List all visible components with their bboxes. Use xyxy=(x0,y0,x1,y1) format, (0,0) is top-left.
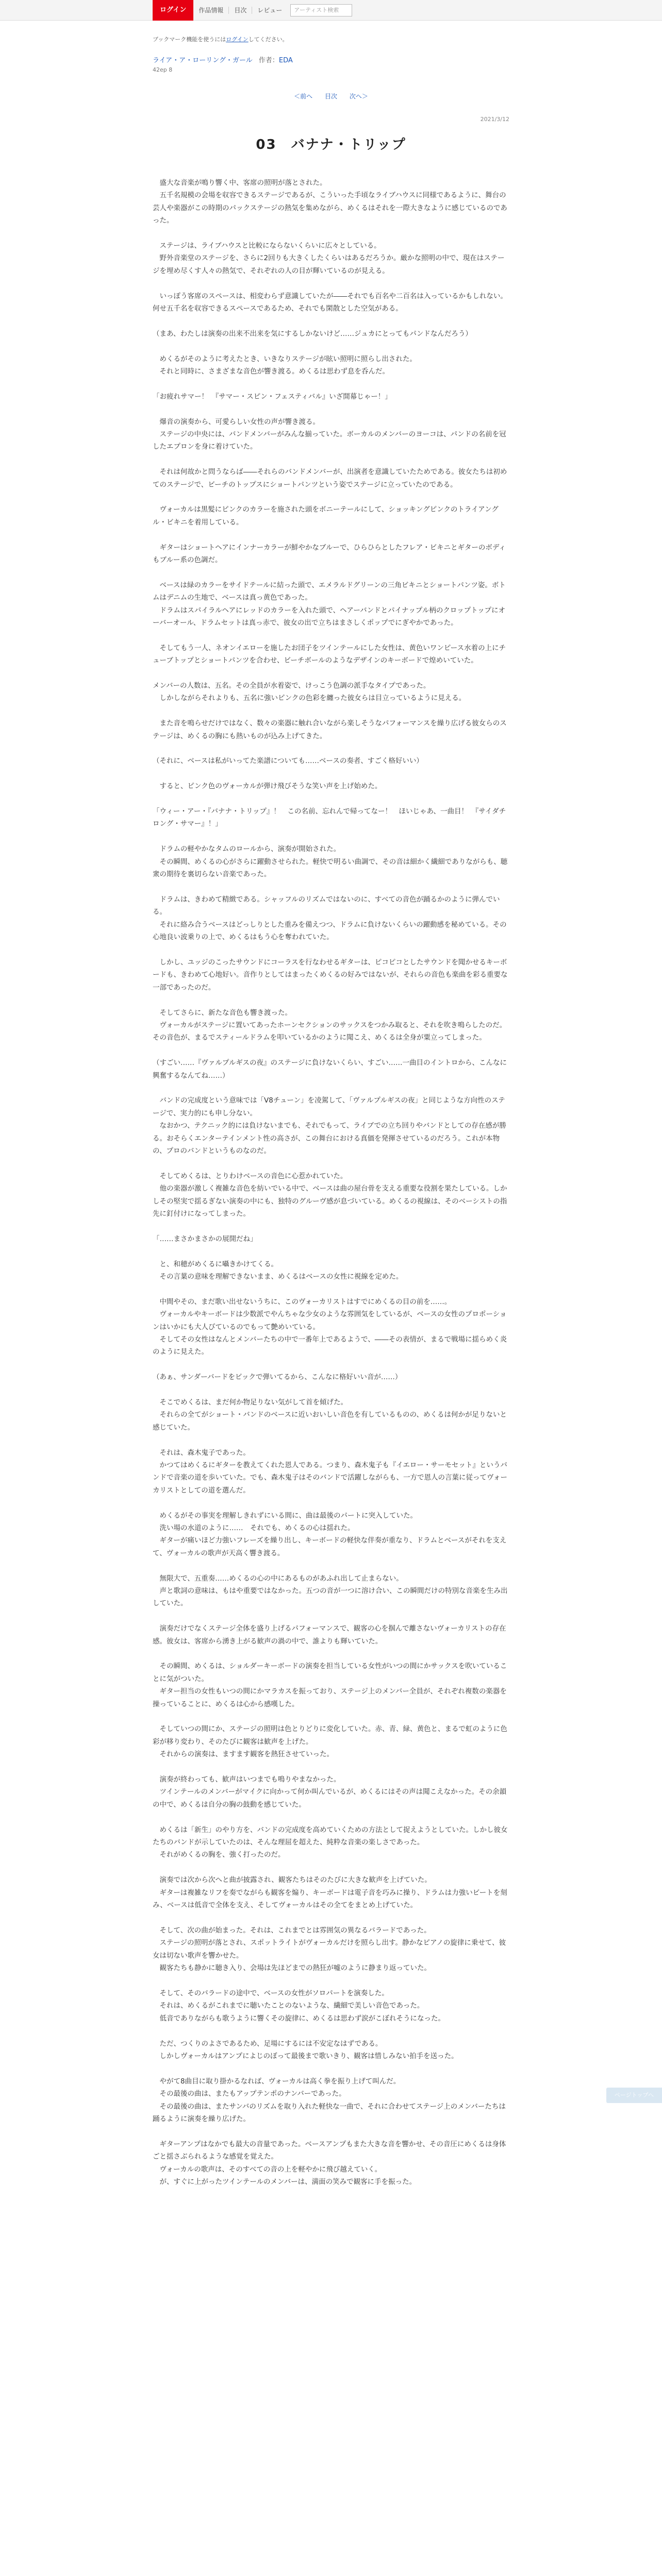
body-paragraph xyxy=(153,529,509,541)
body-paragraph xyxy=(153,768,509,780)
body-paragraph xyxy=(153,1975,509,1987)
body-paragraph xyxy=(153,1044,509,1057)
body-paragraph xyxy=(153,831,509,843)
body-paragraph: 野外音楽堂のステージを、さらに2回りも大きくしたくらいはあるだろうか。厳かな照明の中で、現在はステージを埋め尽くす人々の熱気で、それぞれの人の目が輝いているのが見える。 xyxy=(153,254,505,275)
body-paragraph: ステージは、ライブハウスと比較にならないくらいに広々としている。 xyxy=(153,242,381,250)
author-link[interactable]: EDA xyxy=(278,57,293,64)
body-paragraph xyxy=(153,629,509,641)
body-paragraph: しかし、ユッジのこったサウンドにコーラスを行なわせるギターは、ピコピコとしたサウンドを聞かせるキーボードも、きわめて心地好い。音作りとしてはまったくめくるの好みではないが、それらの音色も楽曲を彩る重要な一部であったのだ。 xyxy=(153,958,508,992)
body-paragraph: その瞬間、めくるは、ショルダーキーボードの演奏を担当している女性がいつの間にかサックスを吹いていることに気がついた。 xyxy=(153,1662,507,1683)
body-paragraph: 声と歌詞の意味は、もはや重要ではなかった。五つの音が一つに溶け合い、この瞬間だけの特別な音楽を生み出していた。 xyxy=(153,1587,508,1608)
body-paragraph: ギターアンプはなかでも最大の音量であった。ベースアンプもまた大きな音を響かせ、その音圧にめくるは身体ごと揺さぶられるような感覚を覚えた。 xyxy=(153,2140,506,2161)
body-paragraph xyxy=(153,880,509,893)
episode-body xyxy=(153,177,509,2188)
body-paragraph: めくるがそのように考えたとき、いきなりステージが眩い照明に照らし出された。 xyxy=(153,354,417,363)
body-paragraph xyxy=(153,2062,509,2075)
body-paragraph: が、すぐに上がったツインテールのメンバーは、満面の笑みで観客に手を振った。 xyxy=(153,2177,417,2186)
body-paragraph xyxy=(153,1648,509,1660)
body-paragraph: ツインテールのメンバーがマイクに向かって何か叫んでいるが、めくるにはその声は聞こえなかった。その余韻の中で、めくるは自分の胸の鼓動を感じていた。 xyxy=(153,1788,507,1809)
body-paragraph xyxy=(153,1384,509,1396)
body-paragraph: ステージの照明が落とされ、スポットライトがヴォーカルだけを照らし出す。静かなピアノの旋律に乗せて、彼女は切ない歌声を響かせた。 xyxy=(153,1939,506,1960)
body-paragraph: その言葉の意味を理解できないまま、めくるはベースの女性に視線を定めた。 xyxy=(153,1272,403,1281)
body-paragraph: その最後の曲は、またサンバのリズムを取り入れた軽快な一曲で、それに合わせてステージ上のメンバーたちは踊るように演奏を繰り広げた。 xyxy=(153,2102,506,2123)
body-paragraph: 洗い場の水道のように…… それでも、めくるの心は揺れた。 xyxy=(153,1524,355,1532)
body-paragraph: 「……まさかまさかの展開だね」 xyxy=(153,1234,257,1243)
body-paragraph xyxy=(153,566,509,579)
body-paragraph: メンバーの人数は、五名。その全員が水着姿で、けっこう色調の派手なタイプであった。 xyxy=(153,682,431,690)
body-paragraph: そしていつの間にか、ステージの照明は色とりどりに変化していた。赤、青、緑、黄色と、まるで虹のように色彩が移り変わり、そのたびに観客は歓声を上げた。 xyxy=(153,1725,507,1746)
body-paragraph: （それに、ベースは私がいってた楽譜についても……ベースの奏者、すごく格好いい） xyxy=(153,757,423,766)
body-paragraph: 五千名規模の会場を収容できるステージであるが、こういった手頃なライブハウスに同様であるように、舞台の芸人や楽器がこの時期のパックステージの熱気を集めながら、めくるはそれを一際大きなように感じているのであった。 xyxy=(153,191,507,225)
body-paragraph xyxy=(153,2025,509,2037)
body-paragraph xyxy=(153,277,509,290)
episode-title: 03 バナナ・トリップ xyxy=(256,137,406,152)
author-label: 作者： xyxy=(258,57,279,64)
body-paragraph: いっぽう客席のスペースは、相変わらず意識していたが――それでも百名や二百名は入っているかもしれない。何せ五千名を収容できるスペースであるため、それでも閑散とした空気がある。 xyxy=(153,292,507,313)
body-paragraph xyxy=(153,453,509,466)
login-button[interactable]: ログイン xyxy=(153,0,193,21)
body-paragraph: 演奏では次から次へと曲が披露され、観客たちはそのたびに大きな歓声を上げていた。 xyxy=(153,1876,432,1885)
body-paragraph xyxy=(153,1283,509,1295)
nav-link-toc[interactable]: 目次 xyxy=(229,7,252,14)
body-paragraph xyxy=(153,1497,509,1509)
body-paragraph: めくるは「新生」のやり方を、バンドの完成度を高めていくための方法として捉えようとしていた。しかし彼女たちのバンドが示していたのは、そんな理屈を超えた、純粋な音楽の楽しさであった。 xyxy=(153,1825,508,1847)
body-paragraph: ドラムはスパイラルヘアにレッドのカラーを入れた頭で、ヘアーバンドとパイナップル柄のクロップトップにオーバーオール、ドラムセットは真っ赤で、彼女の出で立ちはまさしくポップでにぎやかであった。 xyxy=(153,606,506,628)
body-paragraph xyxy=(153,742,509,755)
body-paragraph xyxy=(153,1710,509,1723)
body-paragraph xyxy=(153,1220,509,1232)
body-paragraph xyxy=(153,1911,509,1924)
body-paragraph: それらの全てがショート・バンドのベースに近いおいしい音色を有しているものの、めくるは何かが足りないと感じていた。 xyxy=(153,1411,507,1432)
body-paragraph xyxy=(153,1811,509,1823)
body-paragraph: ギターが痛いほど力強いフレーズを繰り出し、キーボードの軽快な伴奏が重なり、ドラムとベースがそれを支えて、ヴォーカルの歌声が天高く響き渡る。 xyxy=(153,1536,507,1557)
novel-info xyxy=(153,55,509,64)
body-paragraph xyxy=(153,667,509,680)
body-paragraph: ドラムの軽やかなタムのロールから、演奏が開始された。 xyxy=(153,845,341,854)
body-paragraph: それは、森木鬼子であった。 xyxy=(153,1448,250,1457)
body-paragraph: ヴォーカルやキーボードは少数派でやんちゃな少女のような雰囲気をしているが、ベースの女性のプロポーションはいかにも大人びているのでもって艶めいている。 xyxy=(153,1310,507,1331)
body-paragraph: 無限大で、五重奏……めくるの心の中にあるものがあふれ出して止まらない。 xyxy=(153,1574,403,1583)
body-paragraph: それは何故かと問うならば――それらのバンドメンバーが、出演者を意識していたためである。彼女たちは初めてのステージで、ビーチのトップスにショートパンツという姿でステージに立っていたのである。 xyxy=(153,468,507,489)
body-paragraph: ドラムは、きわめて精緻である。シャッフルのリズムではないのに、すべての音色が踊るかのように弾んでいる。 xyxy=(153,895,500,917)
body-paragraph: しかしヴォーカルはアンプによじのぼって最後まで歌いきり、観客は惜しみない拍手を送った。 xyxy=(153,2052,458,2060)
body-paragraph: 観客たちも静かに聴き入り、会場は先ほどまでの熱狂が嘘のように静まり返っていた。 xyxy=(153,1964,431,1973)
body-paragraph xyxy=(153,2125,509,2138)
body-paragraph: 「ウィー・アー・『バナナ・トリップ』！ この名前、忘れんで帰ってなー！ ほいじゃあ、一曲目！ 『サイダチロング・サマー』！」 xyxy=(153,807,506,828)
body-paragraph: 他の楽器が激しく複雑な音色を紡いでいる中で、ベースは曲の屋台骨を支える重要な役割を果たしている。しかしその堅実で揺るぎない演奏の中にも、独特のグルーヴ感が息づいている。めくるの視線は、そのベーシストの指先に釘付けになってしまった。 xyxy=(153,1184,507,1218)
notice-prefix: ブックマーク機能を使うには xyxy=(153,36,226,43)
body-paragraph xyxy=(153,340,509,352)
body-paragraph: その瞬間、めくるの心がさらに躍動させられた。軽快で明るい曲調で、その音は細かく繊細でありながらも、聴衆の期待を裏切らない音楽であった。 xyxy=(153,857,508,879)
body-paragraph xyxy=(153,491,509,503)
main-content xyxy=(153,35,509,2188)
body-paragraph: それは、めくるがこれまでに聴いたことのないような、繊細で美しい音色であった。 xyxy=(153,2002,424,2010)
top-navigation-bar xyxy=(0,0,662,21)
body-paragraph xyxy=(153,1560,509,1572)
nav-link-review[interactable]: レビュー xyxy=(257,6,283,14)
search-input[interactable]: アーティスト検索 xyxy=(290,4,352,16)
body-paragraph xyxy=(153,378,509,390)
body-paragraph xyxy=(153,1245,509,1258)
body-paragraph: それがめくるの胸を、強く打ったのだ。 xyxy=(153,1851,285,1859)
notice-login-link[interactable]: ログイン xyxy=(226,36,249,43)
toc-link[interactable]: 目次 xyxy=(324,93,337,100)
body-paragraph: 低音でありながらも歌うように響くその旋律に、めくるは思わず涙がこぼれそうになった。 xyxy=(153,2014,445,2023)
publish-date: 2021/3/12 xyxy=(480,116,509,123)
body-paragraph: そしてその女性はなんとメンバーたちの中で一番年上であるようで、――その表情が、まるで戦場に揺らめく炎のように見えた。 xyxy=(153,1335,507,1357)
body-paragraph: （すごい……『ヴァルプルギスの夜』のステージに負けないくらい、すごい……一曲目のイントロから、こんなに興奮するなんてね……） xyxy=(153,1059,507,1080)
body-paragraph: また音を鳴らせだけではなく、数々の楽器に触れ合いながら楽しそうなパフォーマンスを繰り広げる彼女らのステージは、めくるの胸にも熱いものが込み上げてきた。 xyxy=(153,719,507,740)
prev-link[interactable]: ＜前へ xyxy=(294,93,313,100)
body-paragraph: そしてもう一人、ネオンイエローを施したお団子をツインテールにした女性は、黄色いワンピース水着の上にチューブトップとショートパンツを合わせ、ビーチボールのようなデザインのキーボードで煌めいていた。 xyxy=(153,643,506,665)
body-paragraph xyxy=(153,793,509,805)
next-link[interactable]: 次へ＞ xyxy=(349,93,368,100)
body-paragraph: ヴォーカルは黒髪にピンクのカラーを施された頭をボニーテールにして、ショッキングピンクのトライアングル・ビキニを着用している。 xyxy=(153,505,499,527)
body-paragraph: かつてはめくるにギターを教えてくれた恩人である。つまり、森木鬼子も『イエロー・サーモセット』というバンドで音楽の道を歩いていた。でも、森木鬼子はそのバンドで活躍しながらも、一方で恩人の言葉に従ってヴォーカリストとしての道を選んだ。 xyxy=(153,1461,507,1495)
body-paragraph xyxy=(153,1359,509,1371)
body-paragraph xyxy=(153,1434,509,1446)
body-paragraph: そして、次の曲が始まった。それは、これまでとは雰囲気の異なるバラードであった。 xyxy=(153,1926,431,1935)
body-paragraph xyxy=(153,1761,509,1773)
body-paragraph: （あぁ、サンダーバードをビックで弾いてるから、こんなに格好いい音が……） xyxy=(153,1373,402,1382)
body-paragraph: めくるがその事実を理解しきれずにいる間に、曲は最後のパートに突入していた。 xyxy=(153,1511,417,1520)
body-paragraph xyxy=(153,315,509,327)
body-paragraph xyxy=(153,944,509,956)
body-paragraph: 盛大な音楽が鳴り響く中、客席の照明が落とされた。 xyxy=(153,179,327,187)
body-paragraph xyxy=(153,1610,509,1622)
novel-title-link[interactable]: ライア・ア・ローリング・ガール xyxy=(153,57,253,64)
body-paragraph: ただ、つくりのよさであるため、足場にするには不安定なはずである。 xyxy=(153,2039,383,2048)
body-paragraph xyxy=(153,1861,509,1874)
body-paragraph: ギターはショートヘアにインナーカラーが鮮やかなブルーで、ひらひらとしたフレア・ビキニとギターのボディもブルー系の色調だ。 xyxy=(153,543,506,565)
body-paragraph: そしてめくるは、とりわけベースの音色に心惹かれていた。 xyxy=(153,1172,347,1180)
body-paragraph: ギターは複雑なリフを奏でながらも観客を煽り、キーボードは電子音を巧みに操り、ドラムは力強いビートを刻み、ベースは低音で全体を支え、そしてヴォーカルはその全てをまとめ上げていた。 xyxy=(153,1888,507,1910)
body-paragraph: そこでめくるは、まだ何か物足りない気がして首を傾げた。 xyxy=(153,1398,347,1406)
body-paragraph: 「お疲れサマー！ 『サマー・スピン・フェスティバル』いざ開幕じゃー！」 xyxy=(153,392,392,401)
page-top-button[interactable]: ページトップへ xyxy=(606,2088,662,2103)
body-paragraph: そしてさらに、新たな音色も響き渡った。 xyxy=(153,1008,292,1017)
body-paragraph xyxy=(153,994,509,1006)
notice-suffix: してください。 xyxy=(248,36,288,43)
body-paragraph: なおかつ、テクニック的には負けないまでも、それでもって、ライブでの立ち回りやバンドとしての存在感が勝る。おそらくエンターテインメント性の高さが、この舞台における真価を発揮させているのだろう。これが本物の、プロのバンドというものなのだ。 xyxy=(153,1122,506,1155)
body-paragraph: やがて8曲目に取り掛かるなれば、ヴォーカルは高く拳を振り上げて叫んだ。 xyxy=(153,2077,401,2086)
body-paragraph: その最後の曲は、またもアップテンポのナンバーであった。 xyxy=(153,2090,346,2098)
body-paragraph: と、和穂がめくるに囁きかけてくる。 xyxy=(153,1260,278,1268)
body-paragraph xyxy=(153,1082,509,1094)
body-paragraph: バンドの完成度という意味では「V8チューン」を凌駕して、「ヴァルプルギスの夜」と同じような方向性のステージで、実力的にも申し分ない。 xyxy=(153,1096,505,1117)
body-paragraph: そして、そのバラードの途中で、ベースの女性がソロパートを演奏した。 xyxy=(153,1989,389,1997)
body-paragraph xyxy=(153,705,509,717)
novel-sub-info: 42ep 8 xyxy=(153,66,173,73)
body-paragraph: ヴォーカルがステージに置いてあったホーンセクションのサックスをつかみ取ると、それを吹き鳴らしたのだ。その音色が、まるでスティールドラムを叩いているかのように聞こえ、めくるは全身が粟立ってしまった。 xyxy=(153,1021,507,1042)
body-paragraph: 爆音の演奏から、可愛らしい女性の声が響き渡る。 xyxy=(153,417,320,426)
body-paragraph xyxy=(153,403,509,415)
body-paragraph: （まあ、わたしは演奏の出来不出来を気にするしかないけど……ジュカにとってもパンドなんだろう） xyxy=(153,329,472,338)
body-paragraph: それに絡み合うベースはどっしりとした重みを備えつつ、ドラムに負けないくらいの躍動感を秘めている。その心地良い波乗りの上で、めくるはもう心を奪われていた。 xyxy=(153,920,507,942)
body-paragraph: 中間やその、まだ歌い出せないうちに、このヴォーカリストはすでにめくるの目の前を……。 xyxy=(153,1297,452,1306)
body-paragraph xyxy=(153,227,509,240)
body-paragraph: 演奏だけでなくステージ全体を盛り上げるパフォーマンスで、観客の心を掴んで離さないヴォーカリストの存在感。彼女は、客席から湧き上がる歓声の渦の中で、誰よりも輝いていた。 xyxy=(153,1624,506,1646)
body-paragraph xyxy=(153,1157,509,1170)
body-paragraph: ステージの中央には、バンドメンバーがみんな揃っていた。ボーカルのメンバーのヨーコは、パンドの名前を冠したエプロンを身に着けていた。 xyxy=(153,430,506,451)
body-paragraph: すると、ピンク色のヴォーカルが弾け飛びそうな笑い声を上げ始めた。 xyxy=(153,782,382,791)
body-paragraph: ギター担当の女性もいつの間にかマラカスを振っており、ステージ上のメンバー全員が、それぞれ複数の楽器を操っていることに、めくるは心から感嘆した。 xyxy=(153,1687,507,1708)
body-paragraph: それと同時に、さまざまな音色が響き渡る。めくるは思わず息を呑んだ。 xyxy=(153,367,389,376)
body-paragraph: それからの演奏は、ますます観客を熱狂させていった。 xyxy=(153,1750,334,1759)
nav-link-works[interactable]: 作品情報 xyxy=(193,7,229,14)
body-paragraph: しかしながらそれよりも、五名に強いピンクの色彩を纏った彼女らは目立っているように見える。 xyxy=(153,694,466,703)
body-paragraph: 演奏が終わっても、歓声はいつまでも鳴りやまなかった。 xyxy=(153,1775,341,1784)
bookmark-notice xyxy=(153,35,509,43)
episode-pager xyxy=(153,92,509,100)
body-paragraph: ヴォーカルの歌声は、そのすべての音の上を軽やかに飛び越えていく。 xyxy=(153,2165,382,2174)
body-paragraph: ベースは緑のカラーをサイドテールに結った頭で、エメラルドグリーンの三角ビキニとショートパンツ姿。ボトムはデニムの生地で、ベースは真っ黄色であった。 xyxy=(153,581,506,602)
